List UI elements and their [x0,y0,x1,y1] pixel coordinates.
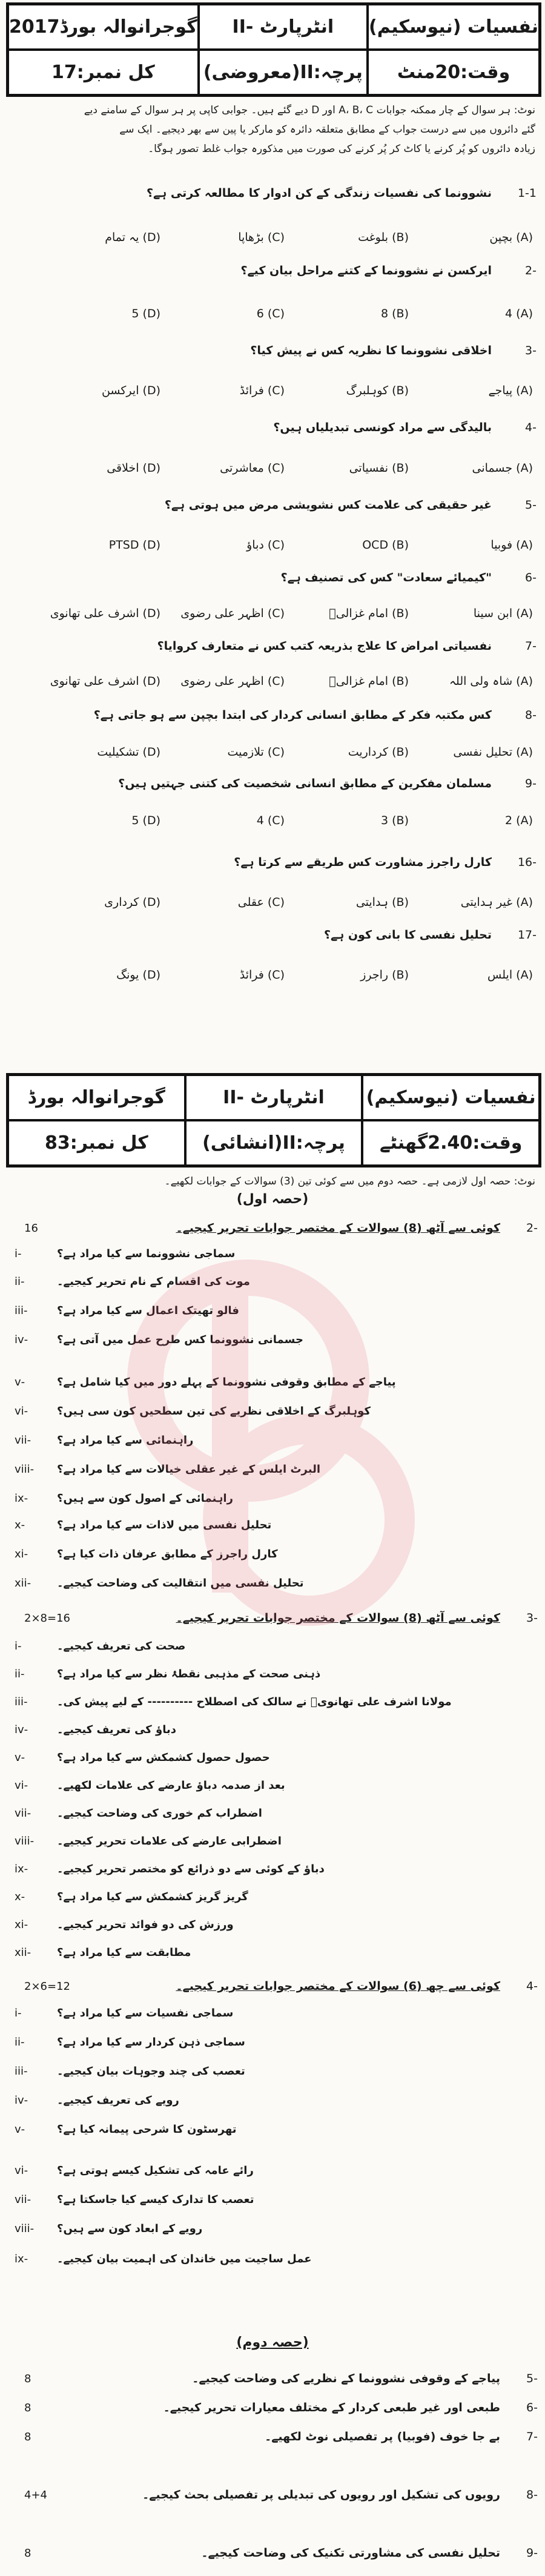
part-item [12,2248,535,2270]
part-text: اضطراب کم خوری کی وضاحت کیجیے۔ [57,1806,262,1820]
part-text: ذہنی صحت کے مذہبی نقطۂ نظر سے کیا مراد ہے؟ [57,1667,321,1680]
note-line: نوٹ: ہر سوال کے چار ممکنہ جوابات A، B، C اور D دیے گئے ہیں۔ جوابی کاپی پر ہر سوال کے سامنے دیے [84,104,535,116]
part-text: راہنمائی کے اصول کون سے ہیں؟ [57,1491,233,1505]
long-question [18,2425,538,2449]
mcq-question [18,416,537,439]
part-item [12,2060,535,2082]
part-text: راہنمائی سے کیا مراد ہے؟ [57,1433,194,1447]
question-marks: 8 [24,2546,31,2560]
option-c: (C) 4 [256,814,285,827]
part-item [12,1830,535,1852]
option-a: (A) ایلس [487,968,533,982]
part-item [12,1663,535,1685]
part-item [12,1914,535,1935]
section-title: (حصہ دوم) [236,2335,309,2350]
question-marks: 8 [24,2401,31,2414]
question-number: -2 [525,264,537,277]
part-number: -v [15,2122,25,2136]
question-number: -7 [526,2430,538,2443]
note-line: زیادہ دائروں کو پُر کرنے یا کاٹ کر پُر کرنے کی صورت میں مذکورہ جواب غلط تصور ہوگا۔ [148,143,535,155]
part-item [12,1886,535,1907]
question-text: رویوں کی تشکیل اور رویوں کی تبدیلی پر تفصیلی بحث کیجیے۔ [142,2488,500,2502]
mcq-options [36,669,533,693]
part-number: -vii [15,1806,31,1820]
part-text: دباؤ کی تعریف کیجیے۔ [57,1723,176,1736]
part-item [12,1300,535,1321]
option-b: (B) کرداریت [348,745,409,759]
part-text: سماجی ذہن کردار سے کیا مراد ہے؟ [57,2035,245,2049]
subjective-header [6,1073,541,1167]
part-item [12,1458,535,1480]
part-text: رائے عامہ کی تشکیل کیسے ہوتی ہے؟ [57,2164,254,2177]
mcq-options [36,601,533,626]
part-number: -iv [15,1333,28,1346]
part-number: -vii [15,1433,31,1447]
long-question [18,2366,538,2391]
part-text: تعصب کی چند وجوہات بیان کیجیے۔ [57,2064,245,2078]
option-c: (C) 6 [256,307,285,320]
part-text: پیاجے کے مطابق وقوفی نشوونما کے پہلے دور میں کیا شامل ہے؟ [57,1375,396,1389]
mcq-question [18,923,537,946]
part-text: کوہلبرگ کے اخلاقی نظریے کی تین سطحیں کون سی ہیں؟ [57,1404,371,1418]
question-marks: 8 [24,2430,31,2443]
question-3 [18,1606,538,1630]
part-text: حصول حصول کشمکش سے کیا مراد ہے؟ [57,1751,270,1764]
option-a: (A) غیر ہدایتی [460,896,533,909]
option-d: (D) اشرف علی تھانوی [50,675,160,688]
part-number: -viii [15,1462,35,1476]
part-item [12,1941,535,1963]
long-question [18,2541,538,2565]
question-number: -9 [525,777,537,790]
option-a: (A) بچپن [489,231,533,244]
option-d: (D) کرداری [104,896,160,909]
part-item [12,1329,535,1350]
option-a: (A) ابن سینا [473,607,533,620]
part-number: -viii [15,1834,35,1848]
question-text: نشوونما کی نفسیات زندگی کے کن ادوار کا مطالعہ کرتی ہے؟ [146,187,492,200]
part-item [12,2159,535,2181]
mcq-question [18,704,537,727]
section-title: (حصہ اول) [236,1192,309,1207]
part-number: -ix [15,1491,28,1505]
option-c: (C) فرائڈ [239,384,285,397]
mcq-options [36,740,533,764]
option-b: (B) امام غزالیؒ [329,607,409,620]
question-text: "کیمیائے سعادت" کس کی تصنیف ہے؟ [280,571,492,584]
question-2 [18,1216,538,1240]
option-b: (B) 8 [380,307,409,320]
part-item [12,2089,535,2111]
part-text: ورزش کی دو فوائد تحریر کیجیے۔ [57,1918,234,1931]
part-number: -x [15,1518,25,1531]
part-number: -ii [15,1275,25,1288]
question-text: اخلاقی نشوونما کا نظریہ کس نے پیش کیا؟ [250,344,492,357]
header-total: کل نمبر:83 [8,1120,185,1166]
mcq-options [36,808,533,833]
option-a: (A) شاہ ولی اللہ [449,675,533,688]
mcq-question [18,566,537,589]
option-a: (A) تحلیل نفسی [453,745,533,759]
question-number: -6 [526,2401,538,2414]
question-number: -9 [526,2546,538,2560]
part-number: -ii [15,2035,25,2049]
part-number: -xi [15,1918,28,1931]
option-b: (B) امام غزالیؒ [329,675,409,688]
option-c: (C) تلازمیت [227,745,285,759]
header-time: وقت:20منٹ [368,50,540,95]
question-number: -17 [517,928,537,942]
objective-header [6,2,541,97]
part-number: -ii [15,1667,25,1680]
question-number: -4 [526,1980,538,1993]
option-d: (D) اخلاقی [107,461,160,475]
header-time: وقت:2.40گھنٹے [362,1120,540,1166]
part-item [12,1746,535,1768]
question-marks: 8 [24,2372,31,2385]
part-item [12,2002,535,2024]
question-text: غیر حقیقی کی علامت کس نشویشی مرض میں ہوتی ہے؟ [164,498,492,512]
option-d: (D) یونگ [116,968,160,982]
part-number: -xii [15,1576,31,1590]
part-text: رویے کے ابعاد کون سے ہیں؟ [57,2222,203,2235]
question-marks: 16 [24,1221,38,1235]
part-text: مولانا اشرف علی تھانویؒ نے سالک کی اصطلاح ---------- کے لیے پیش کی۔ [57,1695,452,1708]
objective-note [11,101,535,159]
option-d: (D) PTSD [108,538,160,552]
question-text: کس مکتبہ فکر کے مطابق انسانی کردار کی ابتدا بچپن سے ہو جاتی ہے؟ [93,708,492,722]
part-text: دباؤ کے کوئی سے دو ذرائع کو مختصر تحریر کیجیے۔ [57,1862,325,1875]
option-b: (B) OCD [362,538,409,552]
question-number: -8 [526,2488,538,2502]
option-b: (B) کوہلبرگ [346,384,409,397]
part-item [12,1243,535,1264]
part-number: -xi [15,1547,28,1560]
question-number: -5 [526,2372,538,2385]
part-item [12,1774,535,1796]
option-d: (D) یہ تمام [105,231,160,244]
option-a: (A) جسمانی [472,461,533,475]
part-item [12,2218,535,2239]
option-a: (A) 4 [505,307,533,320]
part-number: -x [15,1890,25,1903]
mcq-question [18,635,537,658]
part-number: -iii [15,2064,28,2078]
part-item [12,1691,535,1712]
part-number: -ix [15,2252,28,2265]
part-text: کارل راجرز کے مطابق عرفان ذات کیا ہے؟ [57,1547,278,1560]
option-c: (C) دباؤ [246,538,285,552]
part-number: -viii [15,2222,35,2235]
option-b: (B) نفسیاتی [349,461,409,475]
mcq-question [18,259,537,282]
part-text: رویے کی تعریف کیجیے۔ [57,2093,179,2107]
part-text: اضطرابی عارضے کی علامات تحریر کیجیے۔ [57,1834,282,1848]
option-d: (D) اشرف علی تھانوی [50,607,160,620]
part-number: -iii [15,1695,28,1708]
part-item [12,1400,535,1422]
part-number: -vi [15,1404,28,1418]
question-text: نفسیاتی امراض کا علاج بذریعہ کتب کس نے متعارف کروایا؟ [157,639,492,653]
long-question [18,2396,538,2420]
header-board: گوجرانوالہ بورڈ [8,1075,185,1120]
part-text: سماجی نشوونما سے کیا مراد ہے؟ [57,1247,236,1260]
question-text: تحلیل نفسی کا بانی کون ہے؟ [323,928,492,942]
question-text: پیاجے کے وقوفی نشوونما کے نظریے کی وضاحت کیجیے۔ [192,2372,500,2385]
option-c: (C) عقلی [237,896,285,909]
part-text: تھرسٹون کا شرحی پیمانہ کیا ہے؟ [57,2122,237,2136]
question-text: بالیدگی سے مراد کونسی تبدیلیاں ہیں؟ [273,421,492,434]
part-number: -iv [15,1723,28,1736]
part-text: فالو تھیتک اعمال سے کیا مراد ہے؟ [57,1304,239,1317]
mcq-options [36,533,533,557]
part-item [12,1429,535,1451]
part-text: جسمانی نشوونما کس طرح عمل میں آتی ہے؟ [57,1333,303,1346]
part-item [12,1487,535,1509]
subjective-note: نوٹ: حصہ اول لازمی ہے۔ حصہ دوم میں سے کوئی تین (3) سوالات کے جوابات لکھیے۔ [164,1175,535,1187]
question-marks: 4+4 [24,2488,47,2502]
question-number: -2 [526,1221,538,1235]
question-number: 1-1 [517,187,537,200]
part-item [12,1719,535,1740]
question-number: -3 [526,1611,538,1625]
part-text: تحلیل نفسی میں انتقالیت کی وضاحت کیجیے۔ [57,1576,304,1590]
part-text: بعد از صدمہ دباؤ عارضے کی علامات لکھیے۔ [57,1778,285,1792]
part-item [12,2118,535,2140]
option-d: (D) ایرکسن [101,384,160,397]
question-number: -16 [517,856,537,869]
header-part: انٹرپارٹ -II [185,1075,363,1120]
mcq-options [36,456,533,480]
note-line: گئے دائروں میں سے درست جواب کے مطابق متعلقہ دائرہ کو مارکر یا پین سے بھر دیجیے۔ ایک سے [119,124,535,136]
header-subject: نفسیات (نیوسکیم) [368,4,540,50]
question-text: کوئی سے چھ (6) سوالات کے مختصر جوابات تحریر کیجیے۔ [176,1980,500,1993]
part-text: گریز گریز کشمکش سے کیا مراد ہے؟ [57,1890,248,1903]
mcq-question [18,339,537,362]
part-number: -i [15,2006,22,2020]
header-subject: نفسیات (نیوسکیم) [362,1075,540,1120]
question-text: مسلمان مفکرین کے مطابق انسانی شخصیت کی کتنی جہتیں ہیں؟ [118,777,492,790]
mcq-options [36,378,533,403]
question-text: کوئی سے آٹھ (8) سوالات کے مختصر جوابات تحریر کیجیے۔ [176,1221,500,1235]
question-4 [18,1974,538,1998]
option-b: (B) 3 [380,814,409,827]
part-number: -iv [15,2093,28,2107]
part-item [12,1572,535,1594]
option-a: (A) پیاجے [488,384,533,397]
question-text: بے جا خوف (فوبیا) پر تفصیلی نوٹ لکھیے۔ [265,2430,500,2443]
mcq-question [18,494,537,517]
question-number: -5 [525,498,537,512]
header-paper: پرچہ:II(انشائی) [185,1120,363,1166]
option-c: (C) فرائڈ [239,968,285,982]
option-b: (B) بلوغت [358,231,409,244]
question-text: کوئی سے آٹھ (8) سوالات کے مختصر جوابات تحریر کیجیے۔ [176,1611,500,1625]
part-number: -v [15,1751,25,1764]
part-text: مطابقت سے کیا مراد ہے؟ [57,1946,191,1959]
mcq-question [18,772,537,795]
option-c: (C) بڑھاپا [238,231,285,244]
question-text: ایرکسن نے نشوونما کے کتنے مراحل بیان کیے؟ [240,264,492,277]
part-item [12,1635,535,1657]
question-text: طبعی اور غیر طبعی کردار کے مختلف معیارات تحریر کیجیے۔ [163,2401,500,2414]
question-number: -8 [525,708,537,722]
option-b: (B) راجرز [360,968,409,982]
question-number: -6 [525,571,537,584]
part-text: سماجی نفسیات سے کیا مراد ہے؟ [57,2006,234,2020]
mcq-options [36,225,533,249]
option-c: (C) اظہر علی رضوی [180,675,285,688]
question-number: -3 [525,344,537,357]
part-item [12,2031,535,2053]
part-item [12,1802,535,1824]
long-question [18,2483,538,2507]
mcq-options [36,302,533,326]
part-item [12,1858,535,1880]
part-text: عمل ساجیت میں خاندان کی اہمیت بیان کیجیے۔ [57,2252,312,2265]
option-c: (C) اظہر علی رضوی [180,607,285,620]
part-number: -ix [15,1862,28,1875]
part-number: -xii [15,1946,31,1959]
part-item [12,1543,535,1565]
question-marks: 2×8=16 [24,1611,70,1625]
header-total: کل نمبر:17 [8,50,199,95]
question-text: کارل راجرز مشاورت کس طریقے سے کرتا ہے؟ [234,856,492,869]
question-text: تحلیل نفسی کی مشاورتی تکنیک کی وضاحت کیجیے۔ [201,2546,500,2560]
part-item [12,1514,535,1536]
option-d: (D) 5 [131,307,160,320]
header-paper: پرچہ:II(معروضی) [199,50,368,95]
header-board-year: گوجرانوالہ بورڈ2017 [8,4,199,50]
part-number: -vi [15,2164,28,2177]
part-number: -i [15,1639,22,1653]
option-d: (D) تشکیلیت [97,745,160,759]
option-a: (A) 2 [505,814,533,827]
part-number: -i [15,1247,22,1260]
part-text: موت کی اقسام کے نام تحریر کیجیے۔ [57,1275,250,1288]
header-part: انٹرپارٹ -II [199,4,368,50]
mcq-question [18,851,537,874]
part-number: -vi [15,1778,28,1792]
part-item [12,2188,535,2210]
option-a: (A) فوبیا [490,538,533,552]
part-text: تعصب کا تدارک کیسے کیا جاسکتا ہے؟ [57,2193,254,2206]
part-text: تحلیل نفسی میں لاذات سے کیا مراد ہے؟ [57,1518,272,1531]
mcq-options [36,890,533,914]
part-number: -iii [15,1304,28,1317]
question-marks: 2×6=12 [24,1980,70,1993]
mcq-question [18,182,537,205]
question-number: -4 [525,421,537,434]
part-item [12,1270,535,1292]
part-number: -vii [15,2193,31,2206]
part-item [12,1371,535,1393]
part-number: -v [15,1375,25,1389]
part-text: صحت کی تعریف کیجیے۔ [57,1639,186,1653]
mcq-options [36,963,533,987]
option-b: (B) ہدایتی [355,896,409,909]
option-c: (C) معاشرتی [220,461,285,475]
option-d: (D) 5 [131,814,160,827]
part-text: البرٹ ایلس کے غیر عقلی خیالات سے کیا مراد ہے؟ [57,1462,321,1476]
question-number: -7 [525,639,537,653]
